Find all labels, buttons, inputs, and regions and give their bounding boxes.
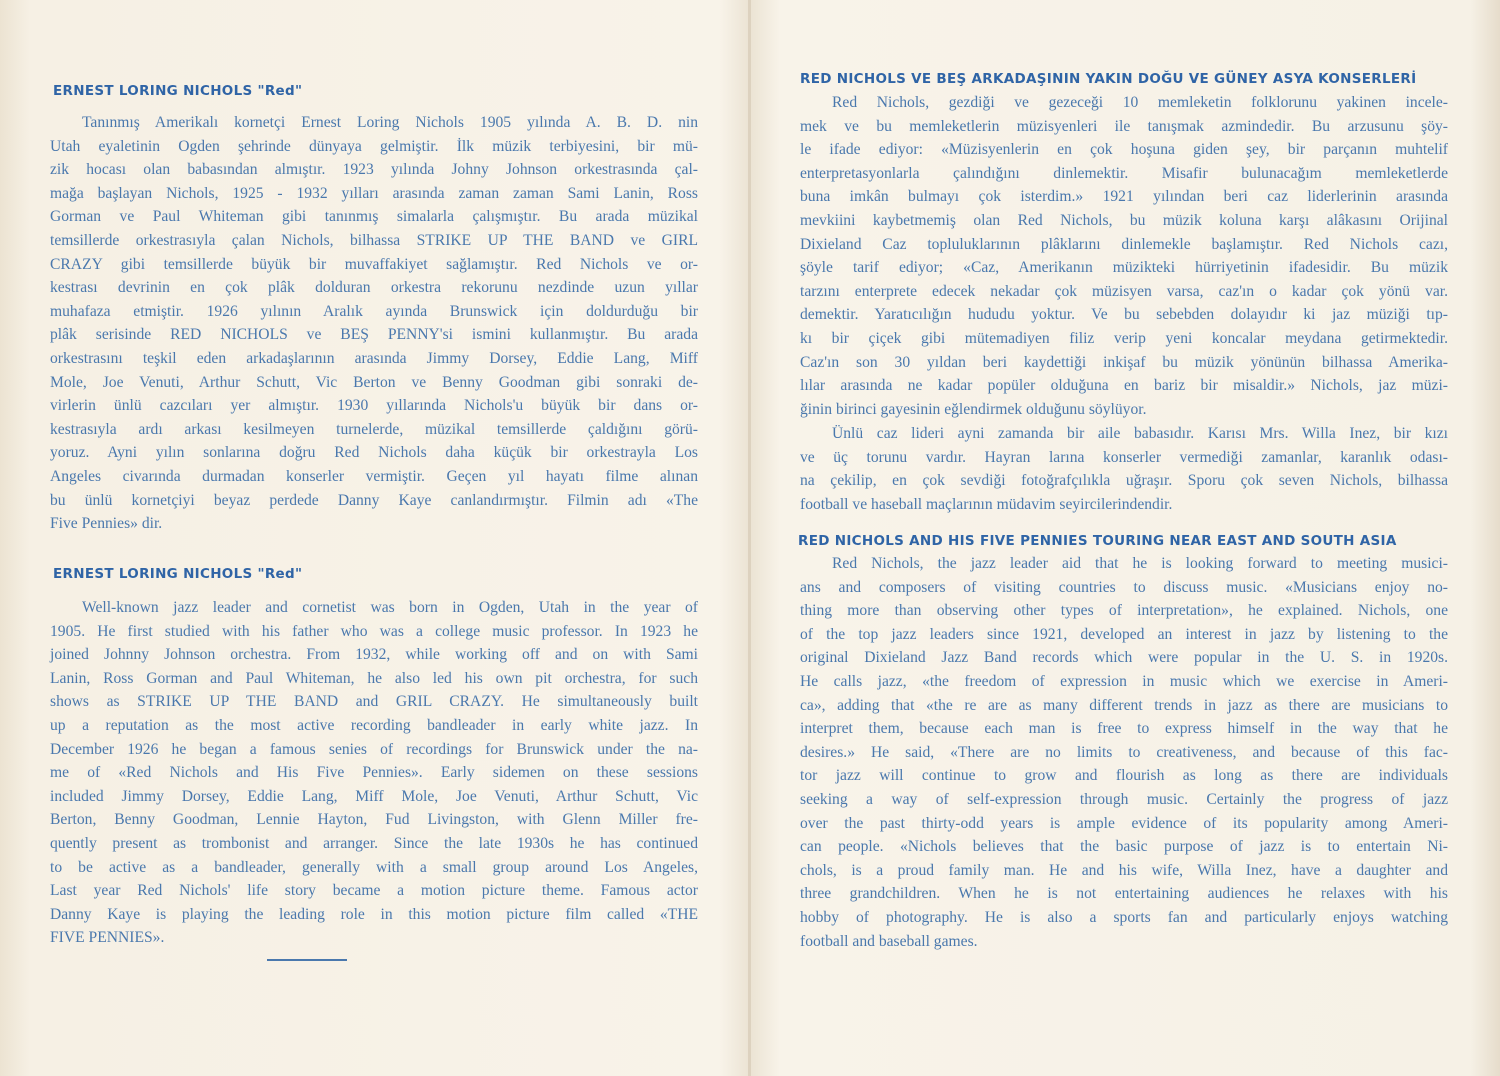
text-line: December 1926 he began a famous senies of recordings for Brunswick under the na- — [50, 740, 698, 758]
text-line: le ifade ediyor: «Müzisyenlerin en çok hoşuna giden şey, bir parçanın muhtelif — [800, 141, 1448, 159]
text-line: chols, is a proud family man. He and his wife, Willa Inez, have a daughter and — [800, 861, 1448, 879]
text-line: Lanin, Ross Gorman and Paul Whiteman, he also led his own pit orchestra, for such — [50, 669, 698, 687]
text-line: lılar arasında ne kadar popüler olduğuna en bariz bir misaldir.» Nichols, jaz müzi- — [800, 377, 1448, 395]
text-line: CRAZY gibi temsillerde büyük bir muvaffakiyet sağlamıştır. Red Nichols ve or- — [50, 255, 698, 273]
text-line: tarzını enterprete edecek nekadar çok müzisyen varsa, caz'ın o kadar çok yönü var. — [800, 282, 1448, 300]
text-line: mek ve bu memleketlerin müzisyenleri ile tanışmak azmindedir. Bu arzusunu şöy- — [800, 117, 1448, 135]
text-line: Angeles civarında durmadan konserler vermiştir. Geçen yıl hayatı filme alınan — [50, 467, 698, 485]
text-line: three grandchildren. When he is not entertaining audiences he relaxes with his — [800, 885, 1448, 903]
text-line: original Dixieland Jazz Band records which were popular in the U. S. in 1920s. — [800, 649, 1448, 667]
text-line: Mole, Joe Venuti, Arthur Schutt, Vic Berton ve Benny Goodman gibi sonraki de- — [50, 373, 698, 391]
text-line: Tanınmış Amerikalı kornetçi Ernest Loring Nichols 1905 yılında A. B. D. nin — [82, 114, 698, 131]
text-line: 1905. He first studied with his father who was a college music professor. In 1923 he — [50, 622, 698, 640]
text-line: Well-known jazz leader and cornetist was born in Ogden, Utah in the year of — [82, 599, 698, 616]
text-line: to be active as a bandleader, generally with a small group around Los Angeles, — [50, 858, 698, 876]
text-line: ğinin birinci gayesinin eğlendirmek olduğunu söylüyor. — [800, 400, 1147, 418]
left-tr-heading: ERNEST LORING NICHOLS "Red" — [53, 83, 303, 99]
right-en-paragraph — [800, 552, 1448, 953]
text-line: temsillerde orkestrasıyla çalan Nichols, bilhassa STRIKE UP THE BAND ve GIRL — [50, 231, 698, 249]
text-line: me of «Red Nichols and His Five Pennies». Early sidemen on these sessions — [50, 764, 698, 782]
text-line: kestrası devrinin en çok plâk dolduran orkestra rekorunu nezdinde uzun yıllar — [50, 279, 698, 297]
text-line: ca», adding that «the re are as many different trends in jazz as there are musicians to — [800, 696, 1448, 714]
text-line: included Jimmy Dorsey, Eddie Lang, Miff Mole, Joe Venuti, Arthur Schutt, Vic — [50, 787, 698, 805]
text-line: muhafaza etmiştir. 1926 yılının Aralık ayında Brunswick için doldurduğu bir — [50, 302, 698, 320]
left-en-paragraph — [50, 596, 698, 950]
text-line: enterpretasyonlarla çalındığını dinlemektir. Misafir bulunacağım memleketlerde — [800, 164, 1448, 182]
text-line: over the past thirty-odd years is ample evidence of its popularity among Ameri- — [800, 814, 1448, 832]
text-line: kı bir çiçek gibi mütemadiyen filiz verip yeni koncalar meydana getirmektedir. — [800, 329, 1448, 347]
text-line: shows as STRIKE UP THE BAND and GRIL CRAZY. He simultaneously built — [50, 693, 698, 711]
text-line: virlerin ünlü cazcıları yer almıştır. 1930 yıllarında Nichols'u büyük bir dans or- — [50, 397, 698, 415]
divider-rule — [267, 959, 347, 961]
text-line: Last year Red Nichols' life story became a motion picture theme. Famous actor — [50, 882, 698, 900]
text-line: thing more than observing other types of interpretation», he explained. Nichols, one — [800, 602, 1448, 620]
text-line: plâk serisinde RED NICHOLS ve BEŞ PENNY'si ismini kullanmıştır. Bu arada — [50, 326, 698, 344]
text-line: interpret them, because each man is free to express himself in the way that he — [800, 720, 1448, 738]
text-line: Red Nichols, gezdiği ve gezeceği 10 memleketin folklorunu yakinen incele- — [832, 94, 1448, 111]
text-line: Dixieland Caz topluluklarının plâklarını dinlemekle başlamıştır. Red Nichols cazı, — [800, 235, 1448, 253]
text-line: şöyle tarif ediyor; «Caz, Amerikanın müzikteki hürriyetinin ifadesidir. Bu müzik — [800, 259, 1448, 277]
text-line: demektir. Yaratıcılığın hududu yoktur. Ve bu sebebden dolayıdır ki jaz müziği tıp- — [800, 306, 1448, 324]
text-line: bu ünlü kornetçiyi beyaz perdede Danny Kaye canlandırmıştır. Filmin adı «The — [50, 491, 698, 509]
text-line: zik hocası olan babasından almıştır. 1923 yılında Johny Johnson orkestrasında çal- — [50, 161, 698, 179]
text-line: of the top jazz leaders since 1921, developed an interest in jazz by listening to the — [800, 625, 1448, 643]
text-line: up a reputation as the most active recording bandleader in early white jazz. In — [50, 716, 698, 734]
text-line: ans and composers of visiting countries to discuss music. «Musicians enjoy no- — [800, 578, 1448, 596]
text-line: seeking a way of self-expression through music. Certainly the progress of jazz — [800, 790, 1448, 808]
text-line: Berton, Benny Goodman, Lennie Hayton, Fud Livingston, with Glenn Miller fre- — [50, 811, 698, 829]
text-line: Red Nichols, the jazz leader aid that he is looking forward to meeting musici- — [832, 555, 1448, 572]
left-en-heading: ERNEST LORING NICHOLS "Red" — [53, 566, 303, 582]
text-line: can people. «Nichols believes that the basic purpose of jazz is to entertain Ni- — [800, 838, 1448, 856]
text-line: Utah eyaletinin Ogden şehrinde dünyaya gelmiştir. İlk müzik terbiyesini, bir mü- — [50, 137, 698, 155]
text-line: yoruz. Ayni yılın sonlarına doğru Red Nichols daha küçük bir orkestrayla Los — [50, 444, 698, 462]
right-tr-heading: RED NICHOLS VE BEŞ ARKADAŞININ YAKIN DOĞU VE GÜNEY ASYA KONSERLERİ — [800, 71, 1417, 87]
right-tr-paragraph — [800, 91, 1448, 421]
right-en-heading: RED NICHOLS AND HIS FIVE PENNIES TOURING NEAR EAST AND SOUTH ASIA — [798, 533, 1397, 549]
text-line: Danny Kaye is playing the leading role in this motion picture film called «THE — [50, 905, 698, 923]
page-fold — [748, 0, 751, 1076]
text-line: orkestrasını teşkil eden arkadaşlarının arasında Jimmy Dorsey, Eddie Lang, Miff — [50, 349, 698, 367]
text-line: kestrasıyla ardı arkası kesilmeyen turnelerde, müzikal temsillerde çaldığını görü- — [50, 420, 698, 438]
text-line: joined Johnny Johnson orchestra. From 1932, while working off and on with Sami — [50, 646, 698, 664]
text-line: buna imkân bulmayı çok isterdim.» 1921 yılından beri caz liderlerinin arasında — [800, 188, 1448, 206]
text-line: football and baseball games. — [800, 932, 978, 950]
text-line: hobby of photography. He is also a sports fan and particularly enjoys watching — [800, 908, 1448, 926]
text-line: Five Pennies» dir. — [50, 515, 163, 533]
text-line: Caz'ın son 30 yıldan beri kaydettiği inkişaf bu müzik yönünün bilhassa Amerika- — [800, 353, 1448, 371]
text-line: mevkiini kaybetmemiş olan Red Nichols, bu müzik koluna karşı alâkasını Orijinal — [800, 211, 1448, 229]
text-line: He calls jazz, «the freedom of expression in music which we exercise in Ameri- — [800, 672, 1448, 690]
left-tr-paragraph — [50, 111, 698, 536]
right-tr-paragraph-2 — [800, 422, 1448, 516]
text-line: na çekilip, en çok sevdiği fotoğrafçılıkla uğraşır. Sporu çok seven Nichols, bilhassa — [800, 472, 1448, 490]
text-line: tor jazz will continue to grow and flourish as long as there are individuals — [800, 767, 1448, 785]
text-line: Gorman ve Paul Whiteman gibi tanınmış simalarla çalışmıştır. Bu arada müzikal — [50, 208, 698, 226]
text-line: Ünlü caz lideri ayni zamanda bir aile babasıdır. Karısı Mrs. Willa Inez, bir kızı — [832, 425, 1448, 442]
text-line: FIVE PENNIES». — [50, 929, 165, 947]
text-line: mağa başlayan Nichols, 1925 - 1932 yılları arasında zaman zaman Sami Lanin, Ross — [50, 184, 698, 202]
text-line: football ve haseball maçlarının müdavim seyircilerindendir. — [800, 495, 1173, 513]
text-line: quently present as trombonist and arranger. Since the late 1930s he has continued — [50, 834, 698, 852]
text-line: ve üç torunu vardır. Hayran larına konserler vermediği zamanlar, karanlık odası- — [800, 448, 1448, 466]
text-line: desires.» He said, «There are no limits to creativeness, and because of this fac- — [800, 743, 1448, 761]
